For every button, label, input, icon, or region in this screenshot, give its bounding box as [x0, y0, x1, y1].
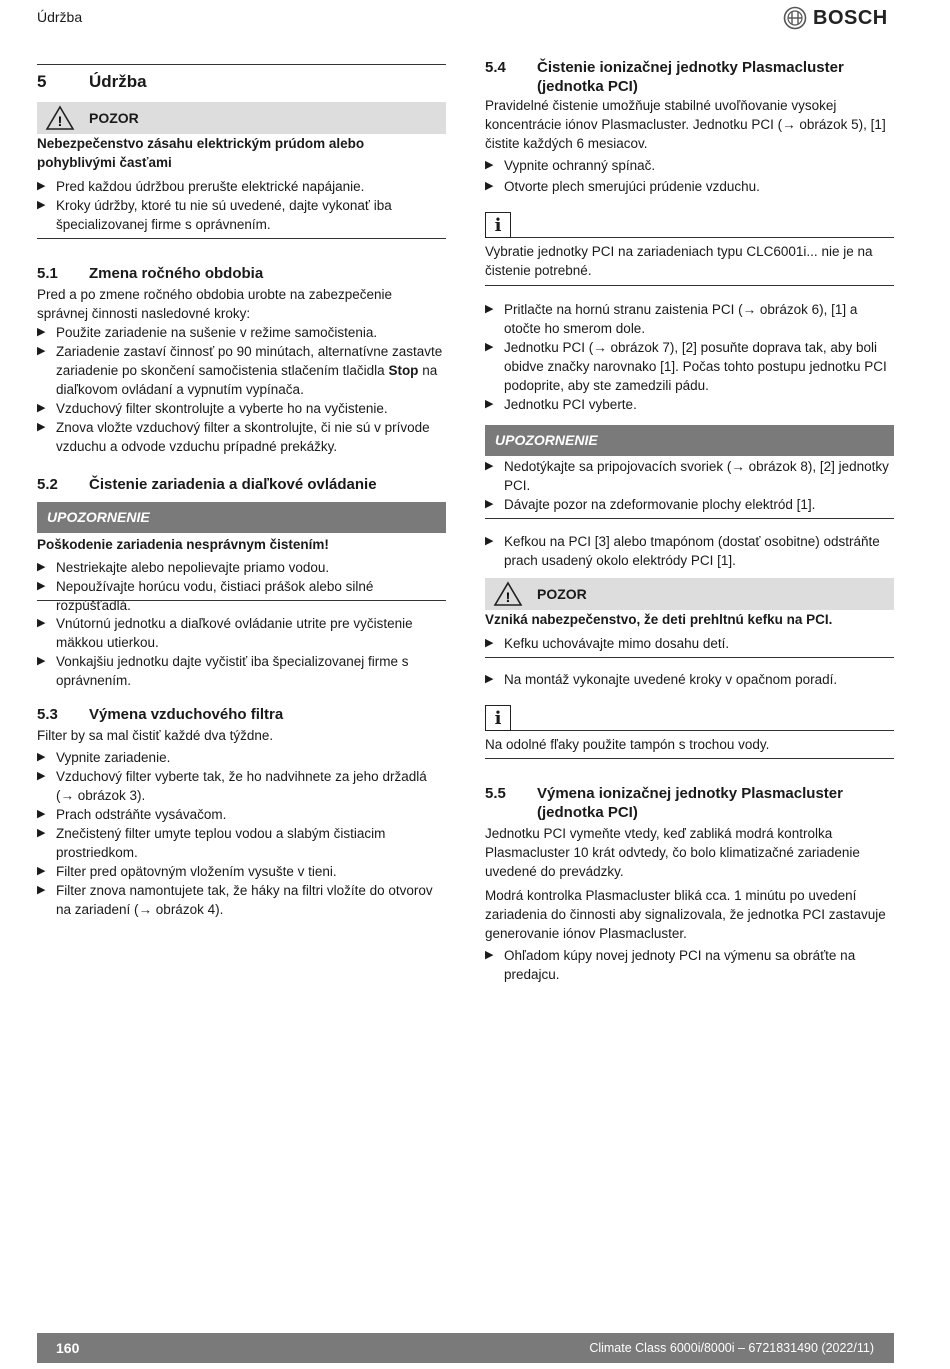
section-5-2-list [37, 614, 446, 690]
list-item: ▶ Jednotku PCI vyberte. [485, 395, 894, 414]
section-heading: 5.1 Zmena ročného obdobia [37, 265, 264, 282]
notice-block [485, 457, 894, 514]
info-header [485, 208, 894, 238]
notice-bar: UPOZORNENIE [37, 502, 446, 533]
divider [37, 600, 446, 601]
divider [485, 518, 894, 519]
section-title: Údržba [89, 72, 147, 91]
list-item: ▶ Vonkajšiu jednotku dajte vyčistiť iba špecializovanej firme s oprávnením. [37, 652, 446, 690]
svg-text:!: ! [505, 589, 511, 605]
divider [485, 758, 894, 759]
list-item: ▶ Na montáž vykonajte uvedené kroky v opačnom poradí. [485, 670, 894, 689]
list-item: ▶ Znečistený filter umyte teplou vodou a slabým čistiacim prostriedkom. [37, 824, 446, 862]
section-5-2-heading: 5.2 Čistenie zariadenia a diaľkové ovládanie [37, 476, 377, 493]
warning-heading: Vzniká nabezpečenstvo, že deti prehltnú kefku na PCI. [485, 612, 833, 627]
brand-name: BOSCH [813, 6, 888, 29]
list-item: ▶ Vnútornú jednotku a diaľkové ovládanie utrite pre vyčistenie mäkkou utierkou. [37, 614, 446, 652]
list-item: ▶ Ohľadom kúpy novej jednoty PCI na výmenu sa obráťte na predajcu. [485, 946, 894, 984]
list-item: ▶ Nestriekajte alebo nepolievajte priamo vodou. [37, 558, 446, 577]
section-heading: 5.5 Výmena ionizačnej jednotky Plasmacluster (jednotka PCI) [485, 785, 843, 821]
list-item: ▶ Pritlačte na hornú stranu zaistenia PCI (→ obrázok 6), [1] a otočte ho smerom dole. [485, 300, 894, 338]
list-item: ▶ Zariadenie zastaví činnosť po 90 minútach, alternatívne zastavte zariadenie po skončení samočistenia stlačením tlačidla Stop na diaľkovom ovládaní a vypnutím vypínača. [37, 342, 446, 399]
paragraph: Modrá kontrolka Plasmacluster bliká cca. 1 minútu po uvedení zariadenia do činnosti aby signalizovala, že jednotka PCI zastavuje generovanie iónov Plasmacluster. [485, 888, 886, 941]
paragraph: Filter by sa mal čistiť každé dva týždne. [37, 728, 274, 743]
list-item: ▶ Prach odstráňte vysávačom. [37, 805, 446, 824]
list-item: ▶ Jednotku PCI (→ obrázok 7), [2] posuňte doprava tak, aby boli obidve značky narovnako [1]. Počas tohto postupu jednotku PCI podoprite, aby ste zamedzili pádu. [485, 338, 894, 395]
page-footer [37, 1333, 894, 1363]
info-text: Vybratie jednotky PCI na zariadeniach typu CLC6001i... nie je na čistenie potrebné. [485, 244, 873, 278]
notice-bar: UPOZORNENIE [485, 425, 894, 456]
list-item: ▶ Vzduchový filter vyberte tak, že ho nadvihnete za jeho držadlá (→ obrázok 3). [37, 767, 446, 805]
info-icon: i [485, 705, 511, 731]
bosch-logo [783, 6, 888, 30]
paragraph: Pravidelné čistenie umožňuje stabilné uvoľňovanie vysokej koncentrácie iónov Plasmacluster. Jednotku PCI (→ obrázok 5), [1] čistite každých 6 mesiacov. [485, 98, 886, 151]
document-id: Climate Class 6000i/8000i – 6721831490 (2022/11) [589, 1341, 874, 1355]
divider [37, 64, 446, 65]
warning-block [37, 134, 446, 234]
warning-title: POZOR [537, 585, 587, 602]
paragraph: Pred a po zmene ročného obdobia urobte na zabezpečenie správnej činnosti nasledovné kroky: [37, 287, 393, 321]
list-item: ▶ Kefku uchovávajte mimo dosahu detí. [485, 634, 894, 653]
section-heading: 5.3 Výmena vzduchového filtra [37, 706, 284, 723]
warning-title: POZOR [89, 109, 139, 126]
section-number: 5 [37, 72, 47, 91]
list-item: ▶ Nepoužívajte horúcu vodu, čistiaci prášok alebo silné rozpúšťadlá. [37, 577, 446, 615]
list-item: ▶ Kroky údržby, ktoré tu nie sú uvedené, dajte vykonať iba špecializovanej firme s oprávnením. [37, 196, 446, 234]
paragraph: Jednotku PCI vymeňte vtedy, keď zabliká modrá kontrolka Plasmacluster 10 krát odvtedy, čo bolo klimatizačné zariadenie uvedené do prevádzky. [485, 826, 860, 879]
list-item: ▶ Znova vložte vzduchový filter a skontrolujte, či nie sú v prívode vzduchu a odvode vzduchu prípadné prekážky. [37, 418, 446, 456]
section-5-1 [37, 264, 446, 456]
bosch-armature-icon [783, 6, 807, 30]
warning-triangle-icon [493, 581, 523, 607]
list-item: ▶ Kefkou na PCI [3] alebo tmapónom (dostať osobitne) odstráňte prach usadený okolo elektródy PCI [1]. [485, 532, 894, 570]
list-item: ▶ Dávajte pozor na zdeformovanie plochy elektród [1]. [485, 495, 894, 514]
warning-heading: Nebezpečenstvo zásahu elektrickým prúdom alebo pohyblivými časťami [37, 136, 365, 170]
list-item: ▶ Otvorte plech smerujúci prúdenie vzduchu. [485, 177, 894, 196]
list-item: ▶ Pred každou údržbou prerušte elektrické napájanie. [37, 177, 446, 196]
header-section-title: Údržba [37, 9, 83, 25]
notice-block [37, 535, 446, 615]
section-5-3 [37, 705, 446, 919]
list-item: ▶ Filter znova namontujete tak, že háky na filtri vložíte do otvorov na zariadení (→ obrázok 4). [37, 881, 446, 919]
divider [37, 238, 446, 239]
info-icon: i [485, 212, 511, 238]
list-item: ▶ Vzduchový filter skontrolujte a vyberte ho na vyčistenie. [37, 399, 446, 418]
info-header [485, 701, 894, 731]
section-5-4-steps [485, 300, 894, 414]
list-item: ▶ Vypnite zariadenie. [37, 748, 446, 767]
svg-text:!: ! [57, 113, 63, 129]
list-item: ▶ Nedotýkajte sa pripojovacích svoriek (→ obrázok 8), [2] jednotky PCI. [485, 457, 894, 495]
warning-triangle-icon [45, 105, 75, 131]
warning-bar [37, 102, 446, 134]
list-item: ▶ Vypnite ochranný spínač. [485, 156, 894, 175]
section-5-4 [485, 58, 894, 196]
warning-block [485, 610, 894, 653]
section-5-5 [485, 784, 894, 984]
warning-bar [485, 578, 894, 610]
info-text: Na odolné fľaky použite tampón s trochou vody. [485, 737, 770, 752]
divider [485, 285, 894, 286]
list-item: ▶ Použite zariadenie na sušenie v režime samočistenia. [37, 323, 446, 342]
page-number: 160 [56, 1340, 80, 1356]
section-heading: 5.4 Čistenie ionizačnej jednotky Plasmacluster (jednotka PCI) [485, 59, 844, 95]
list-item: ▶ Filter pred opätovným vložením vysušte v tieni. [37, 862, 446, 881]
divider [485, 657, 894, 658]
section-5-heading [37, 72, 446, 91]
notice-heading: Poškodenie zariadenia nesprávnym čistením! [37, 537, 329, 552]
